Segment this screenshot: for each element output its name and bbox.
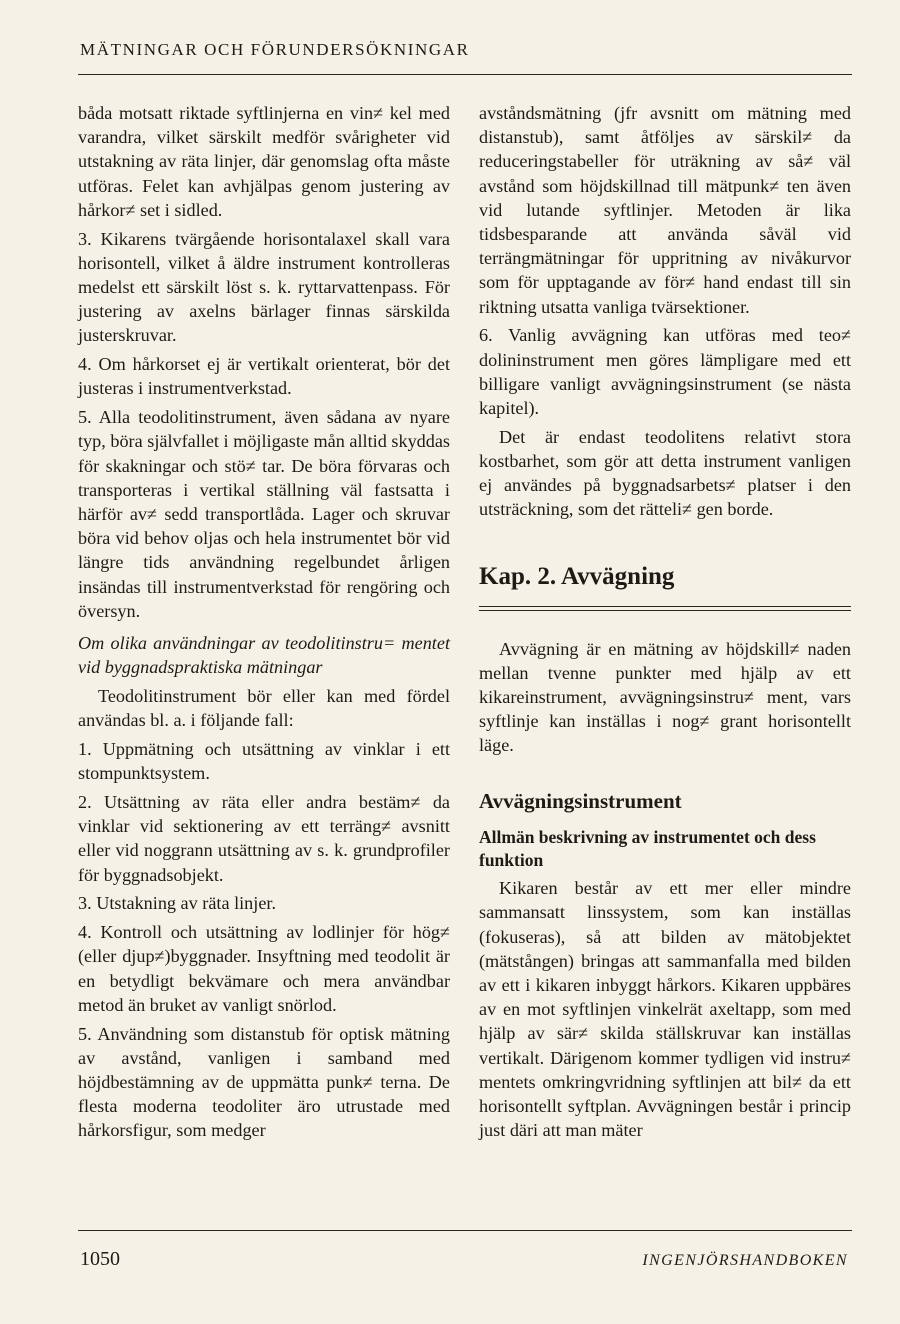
page-number: 1050: [80, 1248, 120, 1270]
paragraph: Kikaren består av ett mer eller mindre sammansatt linssystem, som kan inställas (fokuseras), så att bilden av mätobjektet (mätstången) bringas att sammanfalla med bilden av ett i kikaren inbyggt hårkors. Kikaren uppbäres av en mot syftlinjen vinkelrät axeltapp, som med hjälp av sär≠ skilda ställskruvar kan inställas vertikalt. Därigenom kommer tydligen vid instru≠ mentets omkringvridning syftlinjen att bil≠ da ett horisontellt syftplan. Avvägningen består i princip just däri att man mäter: [479, 878, 851, 1141]
list-item: 4. Kontroll och utsättning av lodlinjer för hög≠ (eller djup≠)byggnader. Insyftning med teodolit är en betydligt bekvämare och mera användbar metod än bruket av vanligt snörlod.: [78, 922, 450, 1015]
paragraph: Det är endast teodolitens relativt stora kostbarhet, som gör att detta instrument vanligen ej användes på byggnadsarbets≠ platser i den utsträckning, som det rätteli≠ gen borde.: [479, 426, 851, 520]
list-item: 3. Utstakning av räta linjer.: [78, 893, 276, 914]
list-item: 5. Användning som distanstub för optisk mätning av avstånd, vanligen i samband med höjdbestämning av de uppmätta punk≠ terna. De flesta moderna teodoliter äro utrustade med hårkorsfigur, som medger: [78, 1023, 450, 1141]
paragraph: Teodolitinstrument bör eller kan med fördel användas bl. a. i följande fall:: [78, 686, 450, 731]
footer-rule: [78, 1230, 852, 1231]
paragraph: avståndsmätning (jfr avsnitt om mätning med distanstub), samt åtföljes av särskil≠ da reduceringstabeller för uträkning av så≠ väl avstånd som höjdskillnad till mätpunk≠ ten även vid lutande syftlinjer. Metoden är lika tidsbesparande att använda såväl vid terrängmätningar för uppritning av nivåkurvor som för upptagande av för≠ hand endast till sin riktning utsatta vanliga tvärsektioner.: [479, 103, 851, 317]
left-column: [78, 101, 450, 1147]
chapter-heading: Kap. 2. Avvägning: [479, 562, 675, 590]
subsection-heading: Allmän beskrivning av instrumentet och dess funktion: [479, 826, 816, 870]
paragraph: 3. Kikarens tvärgående horisontalaxel skall vara horisontell, vilket å äldre instrument kontrolleras medelst ett särskilt löst s. k. ryttarvattenpass. För justering av axelns bärlager finnas särskilda justerskruvar.: [78, 228, 450, 346]
chapter-intro: Avvägning är en mätning av höjdskill≠ naden mellan tvenne punkter med hjälp av ett kikareinstrument, avvägningsinstru≠ ment, vars syftlinje kan inställas i nog≠ grant horisontellt läge.: [479, 638, 851, 756]
chapter-rule: [479, 606, 851, 611]
header-rule: [78, 74, 852, 75]
list-item: 1. Uppmätning och utsättning av vinklar i ett stompunktsystem.: [78, 739, 450, 784]
book-title: INGENJÖRSHANDBOKEN: [642, 1252, 848, 1269]
list-item: 2. Utsättning av räta eller andra bestäm≠ da vinklar vid sektionering av ett terräng≠ avsnitt eller vid noggrann utsättning av s. k. grundprofiler för byggnadsobjekt.: [78, 792, 450, 885]
list-item: 6. Vanlig avvägning kan utföras med teo≠ dolininstrument men göres lämpligare med ett billigare vanligt avvägningsinstrument (se nästa kapitel).: [479, 325, 851, 419]
section-heading: Avvägningsinstrument: [479, 788, 682, 813]
paragraph: båda motsatt riktade syftlinjerna en vin≠ kel med varandra, vilket särskilt medför svårigheter vid utstakning av räta linjer, där genomslag ofta måste utföras. Felet kan avhjälpas genom justering av hårkor≠ set i sidled.: [78, 103, 450, 220]
paragraph: 4. Om hårkorset ej är vertikalt orienterat, bör det justeras i instrumentverkstad.: [78, 354, 450, 399]
italic-heading: Om olika användningar av teodolitinstru= mentet vid byggnadspraktiska mätningar: [78, 633, 450, 678]
right-column: [479, 101, 851, 1147]
paragraph: 5. Alla teodolitinstrument, även sådana av nyare typ, böra självfallet i möjligaste mån alltid skyddas för skakningar och stö≠ tar. De böra förvaras och transporteras i vertikal ställning väl fastsatta i härför av≠ sedd transportlåda. Lager och skruvar böra vid behov oljas och hela instrumentet bör vid längre tids användning regelbundet årligen insändas till instrumentverkstad för rengöring och översyn.: [78, 407, 450, 621]
running-header: MÄTNINGAR OCH FÖRUNDERSÖKNINGAR: [80, 40, 470, 59]
